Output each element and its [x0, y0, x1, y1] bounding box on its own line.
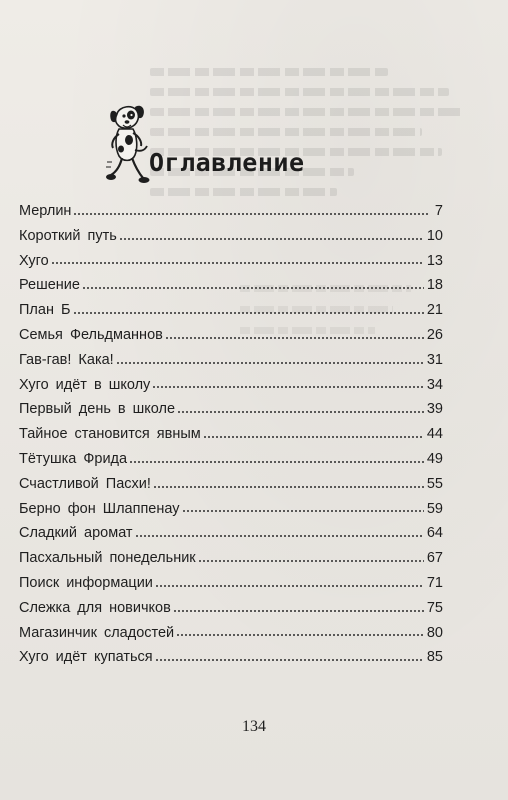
- toc-entry: [19, 546, 443, 571]
- toc-entry: [19, 621, 443, 646]
- toc-entry-title: Мерлин: [19, 203, 72, 219]
- dot-leader: [176, 632, 424, 638]
- page-number: 134: [242, 718, 266, 735]
- toc-entry-title: Берно фон Шлаппенау: [19, 500, 180, 517]
- dot-leader: [203, 434, 424, 440]
- toc-entry: [19, 472, 443, 497]
- dot-leader: [135, 533, 424, 539]
- dot-leader: [116, 360, 424, 366]
- toc-entry-title: Тётушка Фрида: [19, 450, 128, 467]
- toc-entry-page: 71: [426, 574, 443, 591]
- toc-entry: [19, 397, 443, 422]
- toc-entry-page: 13: [426, 252, 443, 269]
- dot-leader: [129, 459, 424, 465]
- toc-entry: [19, 298, 443, 323]
- toc-entry: [19, 497, 443, 522]
- toc-entry-title: План Б: [19, 302, 71, 319]
- dot-leader: [182, 508, 424, 514]
- toc-entry-title: Семья Фельдманнов: [19, 326, 163, 343]
- toc-entry-page: 26: [426, 326, 443, 343]
- toc-entry: [19, 422, 443, 447]
- toc-entry-page: 59: [426, 500, 443, 517]
- dot-leader: [155, 583, 424, 589]
- toc-entry-page: 67: [426, 550, 443, 567]
- dot-leader: [152, 384, 424, 390]
- toc-entry: [19, 323, 443, 348]
- toc-entry-title: Короткий путь: [19, 227, 117, 244]
- toc-entry-page: 7: [434, 203, 443, 219]
- toc-entry: [19, 273, 443, 298]
- dot-leader: [51, 260, 424, 266]
- toc-header: [105, 102, 365, 197]
- toc-entry: [19, 199, 443, 224]
- toc-entry-title: Магазинчик сладостей: [19, 624, 175, 641]
- dot-leader: [177, 409, 424, 415]
- dot-leader: [155, 657, 424, 663]
- dot-leader: [119, 236, 424, 242]
- page-title: Оглавление: [149, 148, 305, 177]
- toc-entry: [19, 373, 443, 398]
- toc-entry-page: 18: [426, 277, 443, 294]
- dot-leader: [198, 558, 424, 564]
- toc-entry: [19, 249, 443, 274]
- toc-entry-page: 55: [426, 475, 443, 492]
- toc-entry-page: 34: [426, 376, 443, 393]
- toc-entry-page: 75: [426, 599, 443, 616]
- toc-entry-page: 49: [426, 450, 443, 467]
- toc-entry-title: Хуго идёт в школу: [19, 376, 151, 393]
- toc-entry: [19, 645, 443, 670]
- dot-leader: [153, 484, 424, 490]
- toc-entry: [19, 447, 443, 472]
- toc-entry-page: 31: [426, 351, 443, 368]
- toc-entry-page: 80: [426, 624, 443, 641]
- dot-leader: [73, 310, 424, 316]
- toc-entry-page: 64: [426, 525, 443, 542]
- running-dog-icon: [105, 102, 153, 194]
- toc-entry-title: Сладкий аромат: [19, 525, 133, 542]
- toc-entry-title: Счастливой Пасхи!: [19, 475, 151, 492]
- toc-entry: [19, 224, 443, 249]
- toc-entry-title: Пасхальный понедельник: [19, 550, 196, 567]
- toc-entry-title: Гав-гав! Кака!: [19, 351, 114, 368]
- dot-leader: [82, 285, 424, 291]
- dot-leader: [73, 211, 428, 217]
- dot-leader: [165, 335, 424, 341]
- toc-entry-page: 39: [426, 401, 443, 418]
- toc-entry-title: Слежка для новичков: [19, 599, 171, 616]
- toc-entry-title: Тайное становится явным: [19, 426, 201, 443]
- toc-entry-page: 10: [426, 227, 443, 244]
- dot-leader: [173, 608, 424, 614]
- toc-entry: [19, 348, 443, 373]
- toc-entry: [19, 521, 443, 546]
- toc-entry-page: 21: [426, 302, 443, 319]
- toc-entry-title: Первый день в школе: [19, 401, 176, 418]
- toc-entry-title: Хуго идёт купаться: [19, 649, 153, 666]
- toc-entry-title: Решение: [19, 277, 80, 294]
- toc-entry: [19, 571, 443, 596]
- table-of-contents: [19, 199, 443, 670]
- toc-entry-page: 85: [426, 649, 443, 666]
- toc-entry: [19, 596, 443, 621]
- toc-entry-title: Хуго: [19, 252, 49, 269]
- toc-entry-page: 44: [426, 426, 443, 443]
- toc-entry-title: Поиск информации: [19, 574, 153, 591]
